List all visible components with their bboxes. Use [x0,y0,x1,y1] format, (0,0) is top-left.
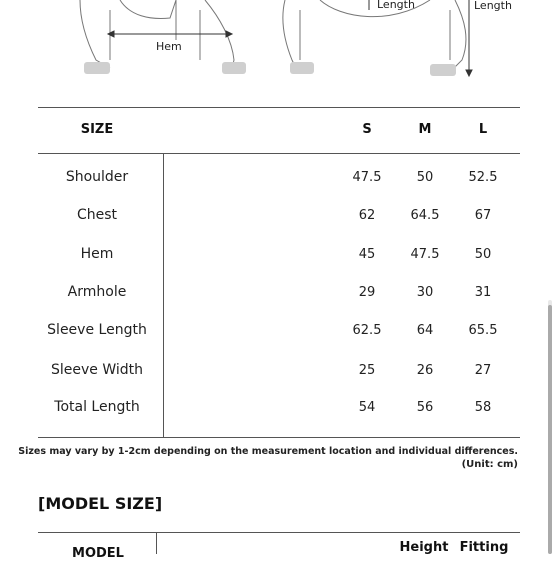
garment-measurement-diagram [0,0,554,80]
cell-total-length-l: 58 [474,400,492,415]
row-label-total-length: Total Length [54,399,140,415]
cell-total-length-s: 54 [358,400,376,415]
row-label-sleeve-length: Sleeve Length [47,322,147,338]
model-size-title: [MODEL SIZE] [38,494,163,513]
back-right-cuff [430,64,456,76]
cell-chest-m: 64.5 [410,208,440,223]
size-col-s: S [362,122,372,137]
cell-hem-l: 50 [474,247,492,262]
cell-armhole-l: 31 [474,285,492,300]
cell-sleeve-width-l: 27 [474,363,492,378]
cell-sleeve-length-s: 62.5 [352,323,382,338]
sleeve-length-diagram-label: Length [474,0,512,12]
cell-chest-s: 62 [358,208,376,223]
cell-sleeve-length-l: 65.5 [468,323,498,338]
row-label-hem: Hem [80,246,114,262]
length-measure-arrow [369,0,472,76]
size-header-label: SIZE [80,122,114,137]
model-header-label: MODEL [72,546,124,561]
fitting-header-label: Fitting [459,540,509,555]
hem-measure-arrow [108,31,232,37]
size-col-m: M [418,122,432,137]
table-column-divider [163,154,164,438]
cell-total-length-m: 56 [416,400,434,415]
cell-armhole-m: 30 [416,285,434,300]
model-table-column-divider [156,533,157,554]
scrollbar-thumb[interactable] [548,305,552,554]
cell-shoulder-s: 47.5 [352,170,382,185]
row-label-sleeve-width: Sleeve Width [50,362,144,378]
cell-shoulder-l: 52.5 [468,170,498,185]
hem-diagram-label: Hem [156,40,182,53]
row-label-chest: Chest [76,207,118,223]
row-label-armhole: Armhole [67,284,127,300]
cell-shoulder-m: 50 [416,170,434,185]
size-variance-note: Sizes may vary by 1-2cm depending on the measurement location and individual differences. [18,446,518,457]
cell-hem-s: 45 [358,247,376,262]
cell-sleeve-width-m: 26 [416,363,434,378]
table-top-rule [38,107,520,108]
length-diagram-label: Length [377,0,415,11]
table-bottom-rule [38,437,520,438]
cell-hem-m: 47.5 [410,247,440,262]
size-col-l: L [478,122,488,137]
table-header-rule [38,153,520,154]
jacket-back-illustration [283,0,466,70]
cell-armhole-s: 29 [358,285,376,300]
front-right-cuff [222,62,246,74]
cell-sleeve-width-s: 25 [358,363,376,378]
front-left-cuff [84,62,110,74]
height-header-label: Height [399,540,449,555]
back-left-cuff [290,62,314,74]
cell-sleeve-length-m: 64 [416,323,434,338]
unit-note: (Unit: cm) [461,459,518,470]
row-label-shoulder: Shoulder [65,169,129,185]
cell-chest-l: 67 [474,208,492,223]
model-table-top-rule [38,532,520,533]
